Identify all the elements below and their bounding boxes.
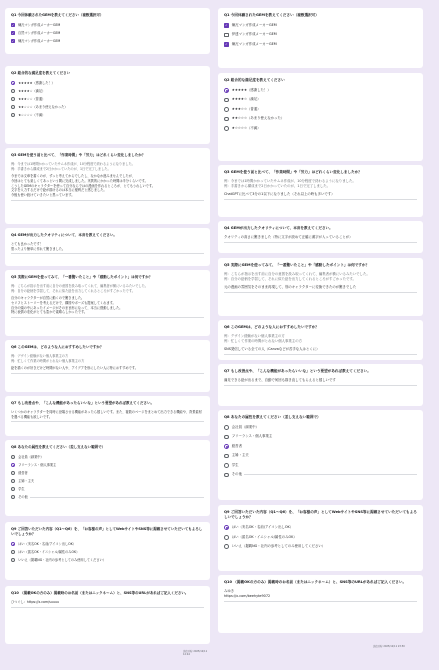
q2-option[interactable] bbox=[224, 116, 417, 123]
q5-title: Q5 実際にGEMを使ってみて、「一番驚いたこと」や「感動したポイント」は何ですか？ bbox=[11, 275, 153, 279]
q2-option[interactable] bbox=[11, 112, 204, 118]
q8-option[interactable] bbox=[224, 453, 417, 460]
q1-option[interactable] bbox=[11, 38, 204, 44]
radio-icon[interactable] bbox=[11, 550, 15, 554]
q8-option[interactable] bbox=[11, 494, 204, 500]
q8-option-label: 経営者 bbox=[231, 443, 242, 448]
radio-icon[interactable] bbox=[11, 558, 15, 562]
q3-hint: 例：今までは1時間かかっていたサムネ作成が、10分程度で終わるようになりました。 例：手書きから構成まで2日かかっていたのが、1日で完了しました。 bbox=[224, 179, 356, 189]
q4-title: Q4 GEMが出力したクオリティについて、本音を教えてください。 bbox=[224, 226, 333, 230]
q2-option-label: ★★★★★（感謝した！） bbox=[231, 87, 271, 92]
q7-answer[interactable]: 満足できる絵が出るまで、自動で何回も描き直してもらえると嬉しいです bbox=[224, 378, 417, 386]
q1-option-label: 煉瓦マンガ作成メーカーGEM bbox=[231, 22, 277, 27]
q10-answer[interactable]: みゆき https://x.com/beehyte9072 bbox=[224, 589, 417, 602]
q7-answer[interactable]: いくつかのキャラクターを同時に登場させる機能があったら嬉しいです。また、複数のページをまとめて出力できる機能や、背景素材を選べる機能も欲しいです。 bbox=[11, 410, 204, 422]
q8-option-label: その他 bbox=[231, 472, 242, 477]
q1-title: Q1 今回体験されたGEMを教えてください（複数選択可） bbox=[224, 13, 319, 17]
q4-answer[interactable]: クオリティの高さに驚きました（特に文字が読めて正確に漢字が入っていることが） bbox=[224, 235, 417, 243]
q7-card bbox=[218, 364, 423, 406]
q3-card bbox=[218, 165, 423, 217]
q3-hint: 例：今までは1時間かかっていたサムネ作成が、10分程度で終わるようになりました。 例：手書きから構成まで2日かかっていたのが、1日で完了しました。 bbox=[11, 162, 135, 171]
radio-icon[interactable] bbox=[11, 542, 15, 546]
radio-icon[interactable] bbox=[224, 98, 229, 103]
q6-card bbox=[5, 340, 210, 392]
q3-title: Q3 GEMを使う前と比べて、「作業時間」や「労力」はどれくらい変化しましたか？ bbox=[11, 153, 146, 157]
radio-icon[interactable] bbox=[11, 81, 15, 85]
q2-option-label: ★★★★☆（満足） bbox=[18, 88, 46, 93]
q8-option-label: 主婦・主夫 bbox=[18, 478, 35, 483]
q6-title: Q6 このGEMは、どのような人におすすめしたいですか？ bbox=[11, 345, 104, 349]
q8-option[interactable] bbox=[11, 478, 204, 484]
checkbox-icon[interactable] bbox=[224, 33, 229, 38]
q9-option[interactable] bbox=[224, 534, 417, 541]
q8-title: Q8 あなたの属性を教えてください（差し支えない範囲で） bbox=[11, 445, 106, 449]
radio-icon[interactable] bbox=[224, 435, 229, 440]
q1-option[interactable] bbox=[224, 22, 417, 29]
q1-title: Q1 今回体験されたGEMを教えてください（複数選択可） bbox=[11, 13, 104, 17]
radio-icon[interactable] bbox=[224, 463, 229, 468]
radio-icon[interactable] bbox=[11, 487, 15, 491]
q2-option[interactable] bbox=[224, 97, 417, 104]
q6-hint: 例：デザイン経験がない個人事業主の方 例：忙しくて作業の時間がとれない個人事業主の方 bbox=[11, 354, 85, 363]
radio-icon[interactable] bbox=[224, 473, 229, 478]
q8-option[interactable] bbox=[11, 462, 204, 468]
q8-option[interactable] bbox=[224, 472, 417, 479]
q2-option-label: ★☆☆☆☆（不満） bbox=[231, 125, 261, 130]
q5-answer[interactable]: 自分のキャラクターが自然に動くので驚きました。 セリフとストーリーを考えるだけで、構図やポーズも提案してくれます。 自分の頭の中にあったイメージがそのまま形になって、本当に感動しました。 特に表情の変化がとても豊かで素晴らしかったです。 bbox=[11, 296, 204, 318]
checkbox-icon[interactable]: ✓ bbox=[11, 30, 15, 35]
q3-answer[interactable]: ChatGPTに比べて3分の1以下になりました（それ以上の時も多いです） bbox=[224, 192, 417, 200]
q8-option[interactable] bbox=[11, 454, 204, 460]
q8-option-label: 経営者 bbox=[18, 470, 28, 475]
radio-icon[interactable] bbox=[224, 535, 229, 540]
q8-option[interactable] bbox=[11, 486, 204, 492]
q6-answer[interactable]: SNS発信している全ての人（Canvaなどが苦手な人はとくに） bbox=[224, 347, 417, 355]
q8-option-label: 会社員（副業中） bbox=[231, 424, 259, 429]
q1-option[interactable] bbox=[11, 30, 204, 36]
q8-option-label: フリーランス・個人事業主 bbox=[18, 462, 57, 467]
q2-option-label: ★★★★☆（満足） bbox=[231, 97, 261, 102]
q1-option-label: 伊達マンガ作成メーカーGEM bbox=[231, 32, 277, 37]
q8-option-label: フリーランス・個人事業主 bbox=[231, 434, 273, 439]
q5-answer[interactable]: 元の漫画の雰囲気をそのまま再現して、別のキャラクターに変換できたのが驚きでした bbox=[224, 285, 417, 293]
q9-title: Q9 ご回答いただいた内容（Q1〜Q6）を、「お客様の声」としてWebサイトやSNS等に掲載させていただいてもよろしいでしょうか？ bbox=[11, 527, 203, 537]
radio-icon[interactable] bbox=[224, 88, 229, 93]
q8-card bbox=[5, 440, 210, 516]
radio-icon[interactable] bbox=[224, 126, 229, 131]
radio-icon[interactable] bbox=[11, 463, 15, 467]
q8-title: Q8 あなたの属性を教えてください（差し支えない範囲で） bbox=[224, 415, 321, 419]
q5-hint: 例：こちらが指示を出す前に自分の意図を汲み取ってくれて、編集者が横にいるみたいでした。 例：自分の絵柄を学習して、それに似た絵を出力してくれるところがすごかったです。 bbox=[11, 284, 148, 293]
q8-option[interactable] bbox=[11, 470, 204, 476]
q9-card bbox=[218, 505, 423, 571]
q6-title: Q6 このGEMは、どのような人におすすめしたいですか？ bbox=[224, 325, 319, 329]
radio-icon[interactable] bbox=[11, 471, 15, 475]
checkbox-icon[interactable]: ✓ bbox=[11, 22, 15, 27]
q6-card bbox=[218, 320, 423, 360]
q2-option[interactable] bbox=[224, 125, 417, 132]
q2-card bbox=[218, 73, 423, 161]
radio-icon[interactable] bbox=[224, 544, 229, 549]
radio-icon[interactable] bbox=[11, 455, 15, 459]
q2-title: Q2 総合的な満足度を教えてください bbox=[11, 71, 71, 75]
q1-option[interactable] bbox=[224, 41, 417, 48]
q3-card bbox=[5, 148, 210, 224]
q7-card bbox=[5, 396, 210, 436]
radio-icon[interactable] bbox=[224, 525, 229, 530]
q3-answer[interactable]: 今までは文章を書くのが、ずっと考えてからでしたし、なかなか進みませんでしたが、 今回はとても楽しくてあっという間に完成しました。実質的にかかった時間は半分くらいです。 こうしたGEMのキャラクターを使って自分ならではの漫画を作れるところが、とてもうれしいです。 文字を入力するだけで絵が描けるのは本当に便利だと感じました。 今後も使い続けていきたいと思っています。 bbox=[11, 174, 204, 200]
q8-option[interactable] bbox=[224, 443, 417, 450]
q2-option[interactable] bbox=[224, 87, 417, 94]
q9-option[interactable] bbox=[224, 543, 417, 550]
q2-option[interactable] bbox=[11, 88, 204, 94]
radio-icon[interactable] bbox=[224, 117, 229, 122]
q4-card bbox=[218, 221, 423, 253]
q8-option-label: その他 bbox=[18, 494, 28, 499]
q6-hint: 例：デザイン経験がない個人事業主の方 例：忙しくて作業の時間がとれない個人事業主の方 bbox=[224, 334, 302, 344]
checkbox-icon[interactable]: ✓ bbox=[225, 22, 228, 27]
q5-title: Q5 実際にGEMを使ってみて、「一番驚いたこと」や「感動したポイント」は何ですか？ bbox=[224, 263, 370, 267]
q9-card bbox=[5, 522, 210, 580]
q2-option[interactable] bbox=[11, 104, 204, 110]
q6-answer[interactable]: 絵を描くのが好きだけど時間がない人や、アイデアを形にしたい人に特におすすめです。 bbox=[11, 366, 204, 374]
q10-answer[interactable]: ひつぐし：https://x.com/suuuu bbox=[11, 600, 204, 608]
q8-option-label: 主婦・主夫 bbox=[231, 453, 249, 458]
q2-card bbox=[5, 66, 210, 144]
q1-option-label: 煉瓦マンガ作成メーカーGEM bbox=[18, 22, 61, 27]
q5-card bbox=[218, 258, 423, 316]
q1-option[interactable] bbox=[11, 22, 204, 28]
q4-card bbox=[5, 228, 210, 266]
q5-card bbox=[5, 270, 210, 336]
radio-icon[interactable] bbox=[11, 479, 15, 483]
q1-option[interactable] bbox=[224, 32, 417, 39]
q1-option-label: 自然マンガ作成メーカーGEM bbox=[18, 30, 61, 35]
q1-option-label: 煉瓦マンガ作成メーカーGEM bbox=[231, 41, 277, 46]
submission-timestamp: 送信日時 2025/12/11 23:50 bbox=[373, 645, 405, 648]
q2-option-label: ★★☆☆☆（あまり使えなかった） bbox=[18, 104, 68, 109]
q8-card bbox=[218, 410, 423, 500]
q9-option-label: いいえ（掲載NG・社内の参考としてのみ使用してください） bbox=[231, 544, 326, 549]
q3-title: Q3 GEMを使う前と比べて、「作業時間」や「労力」はどれくらい変化しましたか？ bbox=[224, 170, 362, 174]
q1-card bbox=[218, 8, 423, 68]
q10-card bbox=[5, 586, 210, 644]
q9-option-label: はい（実名OK・名前/アイコン出しOK） bbox=[18, 541, 76, 546]
radio-icon[interactable] bbox=[11, 105, 15, 109]
radio-icon[interactable] bbox=[11, 495, 15, 499]
radio-icon[interactable] bbox=[224, 454, 229, 459]
q8-option[interactable] bbox=[224, 462, 417, 469]
q1-option-label: 煉瓦マンガ作成メーカーGEM bbox=[18, 38, 61, 43]
q4-title: Q4 GEMが出力したクオリティについて、本音を教えてください。 bbox=[11, 233, 117, 237]
radio-icon[interactable] bbox=[11, 113, 15, 117]
checkbox-icon[interactable]: ✓ bbox=[11, 38, 15, 43]
q10-card bbox=[218, 575, 423, 633]
checkbox-icon[interactable]: ✓ bbox=[225, 41, 228, 46]
q7-title: Q7 もし改善点や、「こんな機能があったらいいな」という要望があれば教えてください。 bbox=[11, 401, 155, 405]
radio-icon[interactable] bbox=[11, 89, 15, 93]
radio-icon[interactable] bbox=[11, 97, 15, 101]
q8-option-label: 学生 bbox=[231, 462, 239, 467]
q4-answer[interactable]: とても良かったです！ 思ったより簡単に作れて驚きました。 bbox=[11, 242, 204, 254]
q2-option[interactable] bbox=[11, 96, 204, 102]
q2-option-label: ★★★☆☆（普通） bbox=[231, 106, 261, 111]
q5-hint: 例：こちらが指示を出す前に自分の意図を汲み取ってくれて、編集者が横にいるみたいでした。 例：自分の絵柄を学習して、それに似た絵を出力してくれるところがすごかったです。 bbox=[224, 272, 370, 282]
q10-title: Q10 （掲載OKの方のみ）掲載時のお名前（またはニックネーム）と、SNS等のURLがあればご記入ください。 bbox=[11, 591, 189, 595]
other-text-field[interactable] bbox=[30, 497, 204, 498]
radio-icon[interactable] bbox=[224, 425, 229, 430]
q9-option[interactable] bbox=[11, 557, 204, 563]
other-text-field[interactable] bbox=[244, 474, 417, 475]
q1-card bbox=[5, 8, 210, 54]
q2-option-label: ★★★☆☆（普通） bbox=[18, 96, 46, 101]
radio-icon[interactable] bbox=[224, 107, 229, 112]
q9-option[interactable] bbox=[11, 541, 204, 547]
q7-title: Q7 もし改善点や、「こんな機能があったらいいな」という要望があれば教えてください。 bbox=[224, 369, 371, 373]
q9-title: Q9 ご回答いただいた内容（Q1〜Q6）を、「お客様の声」としてWebサイトやSNS等に掲載させていただいてもよろしいでしょうか？ bbox=[224, 510, 417, 520]
q10-title: Q10 （掲載OKの方のみ）掲載時のお名前（またはニックネーム）と、SNS等のURLがあればご記入ください。 bbox=[224, 580, 407, 584]
q2-option[interactable] bbox=[224, 106, 417, 113]
submission-timestamp: 送信日時 2025/12/11 12:44 bbox=[183, 650, 208, 656]
q9-option-label: はい（匿名OK・イニシャル/属性のみOK） bbox=[231, 534, 297, 539]
q9-option-label: はい（匿名OK・イニシャル/属性のみOK） bbox=[18, 549, 80, 554]
q9-option-label: はい（実名OK・名前/アイコン出しOK） bbox=[231, 525, 294, 530]
q2-option-label: ★★☆☆☆（あまり使えなかった） bbox=[231, 116, 285, 121]
q2-title: Q2 総合的な満足度を教えてください bbox=[224, 78, 285, 82]
q9-option[interactable] bbox=[11, 549, 204, 555]
radio-icon[interactable] bbox=[224, 444, 229, 449]
q8-option[interactable] bbox=[224, 424, 417, 431]
q8-option[interactable] bbox=[224, 434, 417, 441]
q2-option-label: ★★★★★（感謝した！） bbox=[18, 80, 55, 85]
q9-option-label: いいえ（掲載NG・社内の参考としてのみ使用してください） bbox=[18, 557, 106, 562]
q2-option[interactable] bbox=[11, 80, 204, 86]
q8-option-label: 会社員（副業中） bbox=[18, 454, 44, 459]
q8-option-label: 学生 bbox=[18, 486, 25, 491]
q9-option[interactable] bbox=[224, 524, 417, 531]
q2-option-label: ★☆☆☆☆（不満） bbox=[18, 112, 46, 117]
